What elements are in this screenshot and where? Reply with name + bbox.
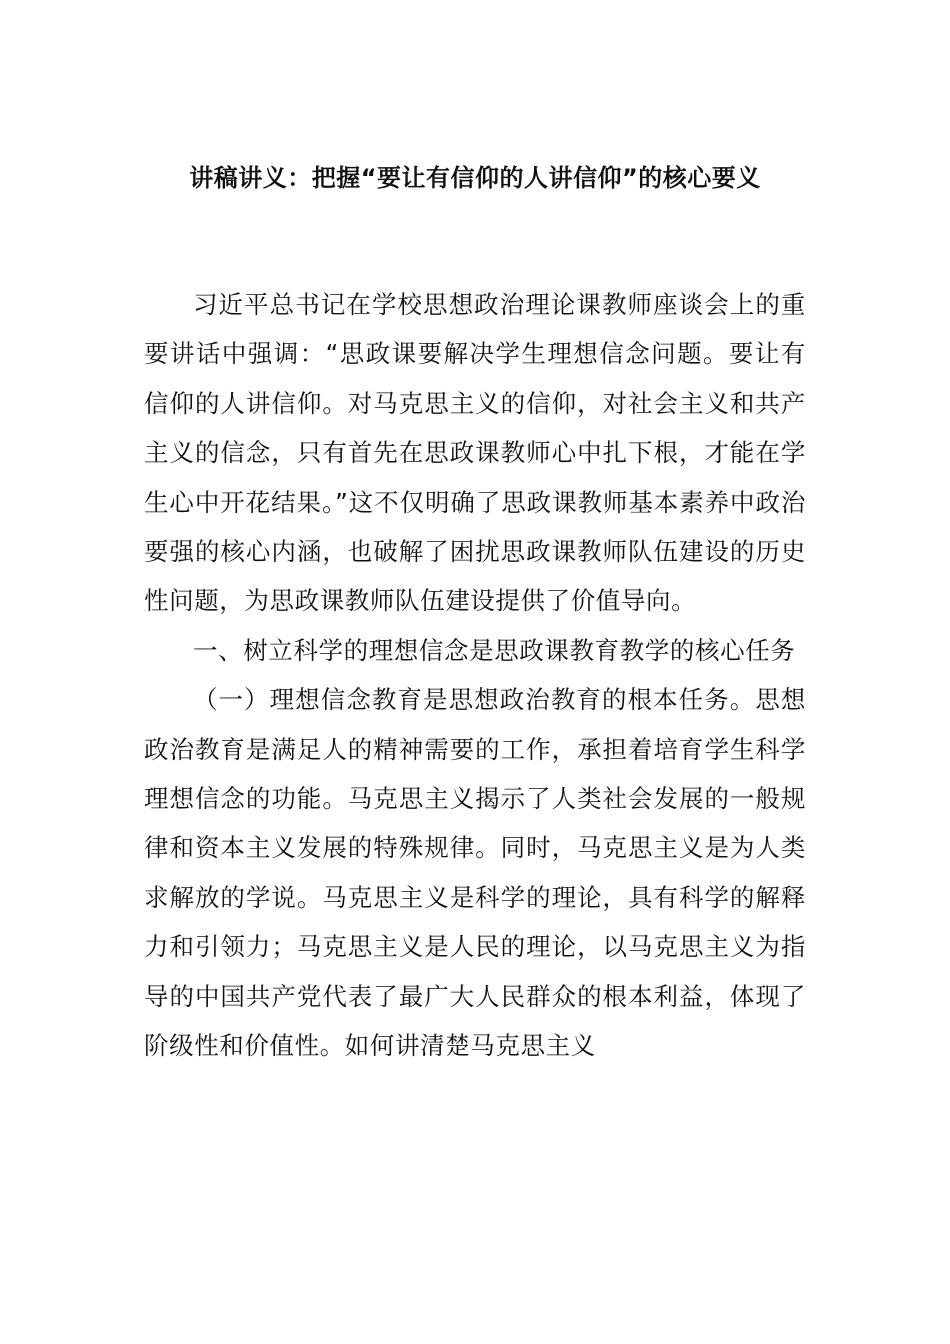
section-heading-1: 一、树立科学的理想信念是思政课教育教学的核心任务: [193, 635, 796, 665]
document-title: 讲稿讲义：把握“要让有信仰的人讲信仰”的核心要义: [189, 164, 761, 192]
paragraph-intro: 习近平总书记在学校思想政治理论课教师座谈会上的重要讲话中强调：“思政课要解决学生理想信念问题。要让有信仰的人讲信仰。对马克思主义的信仰，对社会主义和共产主义的信念，只有首先在思政课教师心中扎下根，才能在学生心中开花结果。”这不仅明确了思政课教师基本素养中政治要强的核心内涵，也破解了困扰思政课教师队伍建设的历史性问题，为思政课教师队伍建设提供了价值导向。: [144, 290, 806, 616]
document-body: [144, 280, 806, 1071]
paragraph-subsection-1: （一）理想信念教育是思想政治教育的根本任务。思想政治教育是满足人的精神需要的工作，承担着培育学生科学理想信念的功能。马克思主义揭示了人类社会发展的一般规律和资本主义发展的特殊规律。同时，马克思主义是为人类求解放的学说。马克思主义是科学的理论，具有科学的解释力和引领力；马克思主义是人民的理论，以马克思主义为指导的中国共产党代表了最广大人民群众的根本利益，体现了阶级性和价值性。如何讲清楚马克思主义: [144, 685, 806, 1061]
